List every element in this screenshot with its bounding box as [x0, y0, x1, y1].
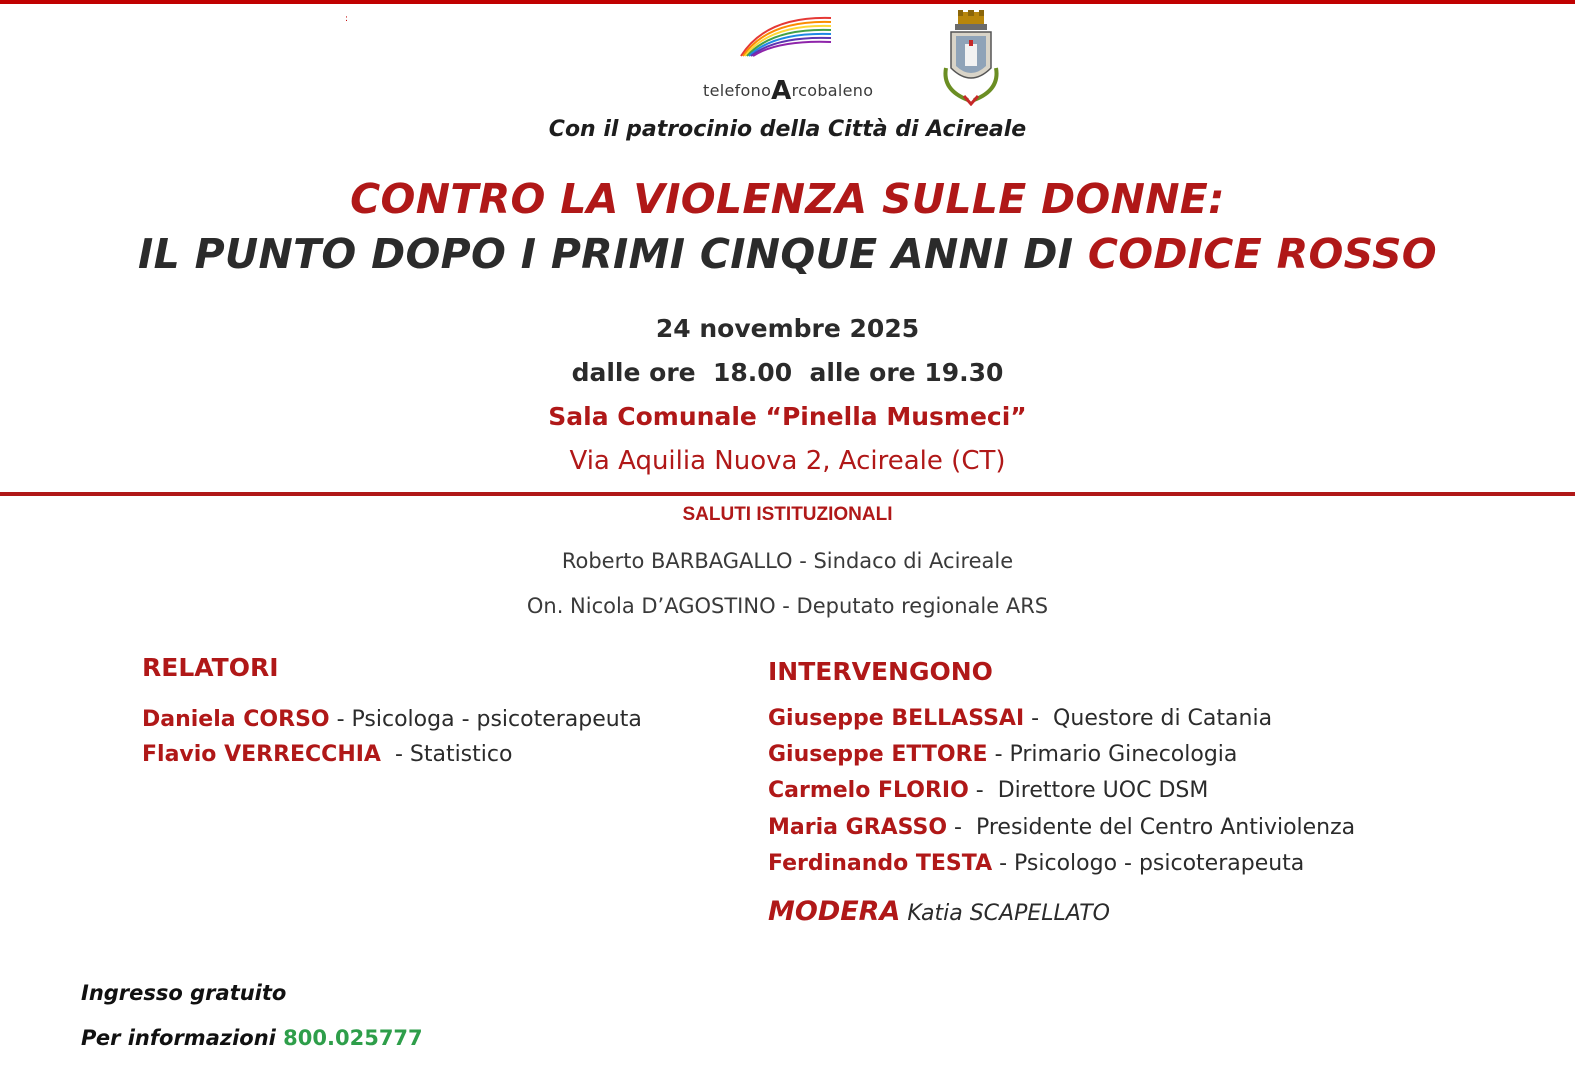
intervento-name: Giuseppe ETTORE	[768, 742, 988, 767]
intervento-row	[768, 742, 1237, 767]
moderator-label: MODERA	[768, 896, 901, 927]
ingresso-gratuito: Ingresso gratuito	[81, 981, 287, 1005]
codice-rosso-highlight: CODICE ROSSO	[1087, 230, 1437, 278]
intervento-name: Giuseppe BELLASSAI	[768, 706, 1025, 731]
telefono-arcobaleno-wordmark: telefonoArcobaleno	[703, 76, 874, 106]
intervengono-heading: INTERVENGONO	[768, 657, 993, 686]
intervento-row	[768, 778, 1208, 803]
decorative-mark: :	[345, 14, 349, 24]
intervento-name: Carmelo FLORIO	[768, 778, 969, 803]
acireale-crest-icon	[938, 10, 1004, 110]
patrocinio-line: Con il patrocinio della Città di Acireale	[548, 117, 1027, 142]
info-phone-number[interactable]: 800.025777	[283, 1026, 423, 1050]
intervento-role: - Presidente del Centro Antiviolenza	[947, 815, 1356, 840]
relatore-row	[142, 707, 642, 732]
event-date: 24 novembre 2025	[655, 314, 920, 343]
relatore-name: Daniela CORSO	[142, 707, 330, 732]
saluti-item: Roberto BARBAGALLO - Sindaco di Acireale	[561, 549, 1014, 573]
intervento-role: - Primario Ginecologia	[987, 742, 1238, 767]
saluti-heading: SALUTI ISTITUZIONALI	[682, 504, 893, 525]
top-rule	[0, 0, 1575, 4]
telefono-arcobaleno-logo	[700, 12, 874, 106]
event-time: dalle ore 18.00 alle ore 19.30	[571, 358, 1004, 387]
intervento-role: - Direttore UOC DSM	[968, 778, 1209, 803]
title-line-2	[0, 230, 1575, 278]
section-divider	[0, 492, 1575, 496]
title-line-2-text: IL PUNTO DOPO I PRIMI CINQUE ANNI DI	[138, 230, 1088, 278]
intervento-name: Maria GRASSO	[768, 815, 948, 840]
intervento-row	[768, 851, 1304, 876]
rainbow-logo-icon	[736, 12, 836, 57]
moderator-line	[768, 896, 1110, 927]
info-line	[81, 1026, 423, 1050]
title-line-1: CONTRO LA VIOLENZA SULLE DONNE:	[350, 175, 1225, 223]
relatori-heading: RELATORI	[142, 653, 279, 682]
intervento-name: Ferdinando TESTA	[768, 851, 993, 876]
saluti-item: On. Nicola D’AGOSTINO - Deputato regionale ARS	[526, 594, 1049, 618]
relatore-row	[142, 742, 512, 767]
intervento-role: - Questore di Catania	[1024, 706, 1273, 731]
moderator-name: Katia SCAPELLATO	[900, 901, 1110, 926]
intervento-role: - Psicologo - psicoterapeuta	[992, 851, 1305, 876]
event-address: Via Aquilia Nuova 2, Acireale (CT)	[569, 446, 1006, 476]
intervento-row	[768, 706, 1272, 731]
event-venue: Sala Comunale “Pinella Musmeci”	[548, 402, 1027, 431]
relatore-name: Flavio VERRECCHIA	[142, 742, 381, 767]
info-label: Per informazioni	[81, 1026, 284, 1050]
intervento-row	[768, 815, 1355, 840]
relatore-role: - Statistico	[380, 742, 513, 767]
logo-letter-a: A	[771, 76, 792, 106]
relatore-role: - Psicologa - psicoterapeuta	[329, 707, 642, 732]
